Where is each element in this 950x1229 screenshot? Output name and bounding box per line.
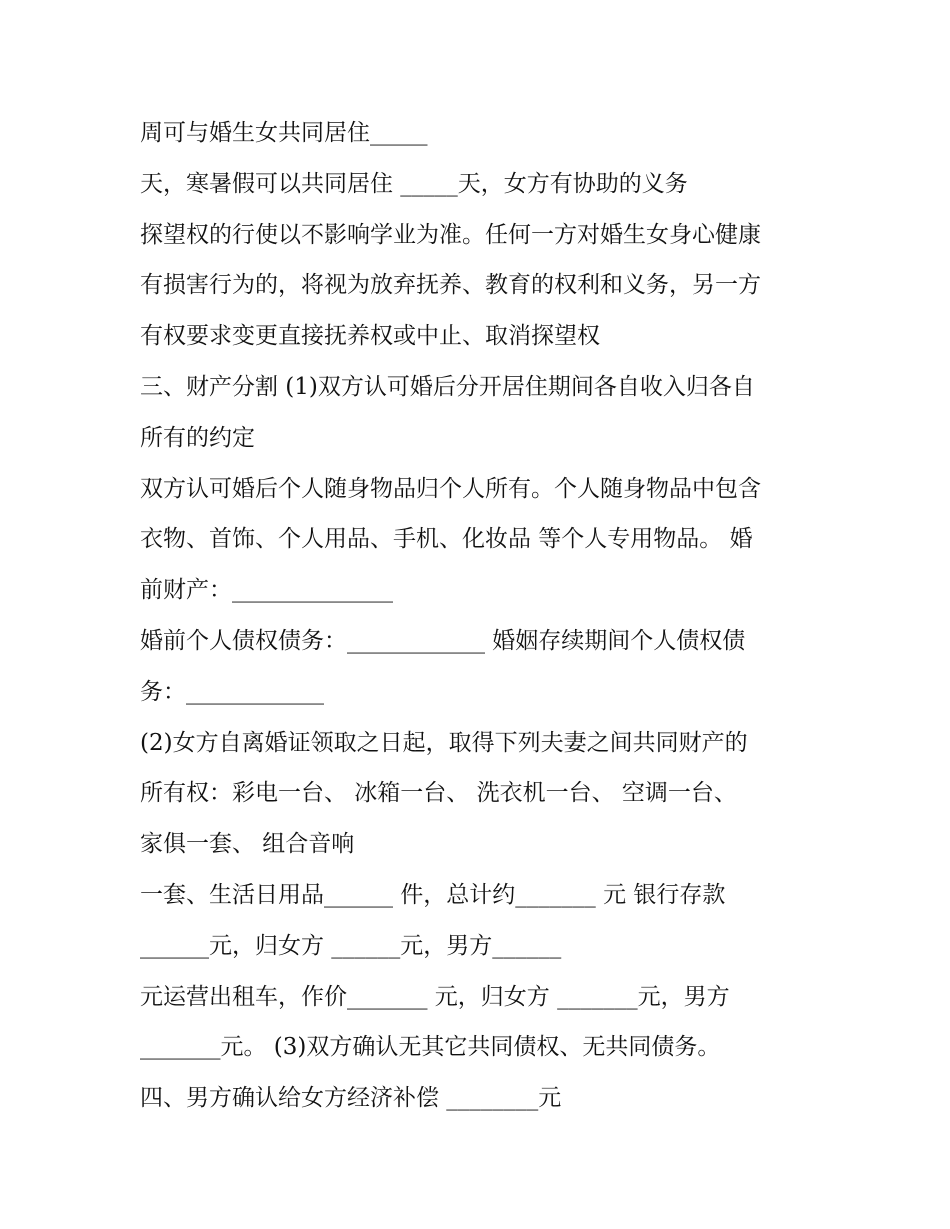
document-line: 所有的约定: [140, 424, 255, 451]
document-body: [140, 108, 830, 1124]
document-line: 婚前个人债权债务：____________ 婚姻存续期间个人债权债: [140, 627, 746, 654]
document-line: 前财产：______________: [140, 577, 393, 604]
document-line: 探望权的行使以不影响学业为准。任何一方对婚生女身心健康: [140, 221, 761, 248]
document-line: 务：____________: [140, 678, 324, 705]
document-line: 一套、生活日用品______ 件，总计约_______ 元 银行存款: [140, 881, 726, 908]
document-line: 元运营出租车，作价_______ 元，归女方 _______元，男方: [140, 983, 730, 1010]
document-line: ______元，归女方 ______元，男方______: [140, 932, 562, 959]
document-line: 所有权：彩电一台、 冰箱一台、 洗衣机一台、 空调一台、: [140, 780, 737, 807]
section-heading-economic-compensation: 四、男方确认给女方经济补偿 ________元: [140, 1085, 562, 1112]
document-line: 家俱一套、 组合音响: [140, 831, 355, 858]
document-line: 衣物、首饰、个人用品、手机、化妆品 等个人专用物品。 婚: [140, 526, 753, 553]
document-line: 有权要求变更直接抚养权或中止、取消探望权: [140, 323, 600, 350]
document-line: 周可与婚生女共同居住_____: [140, 120, 428, 146]
section-heading-property-division: 三、财产分割 (1)双方认可婚后分开居住期间各自收入归各自: [140, 373, 755, 400]
document-line: 有损害行为的，将视为放弃抚养、教育的权利和义务，另一方: [140, 272, 761, 299]
document-line: (2)女方自离婚证领取之日起，取得下列夫妻之间共同财产的: [140, 729, 748, 756]
document-line: 天，寒暑假可以共同居住 _____天，女方有协助的义务: [140, 170, 688, 197]
document-line: 双方认可婚后个人随身物品归个人所有。个人随身物品中包含: [140, 475, 761, 502]
document-line: _______元。 (3)双方确认无其它共同债权、无共同债务。: [140, 1034, 721, 1061]
